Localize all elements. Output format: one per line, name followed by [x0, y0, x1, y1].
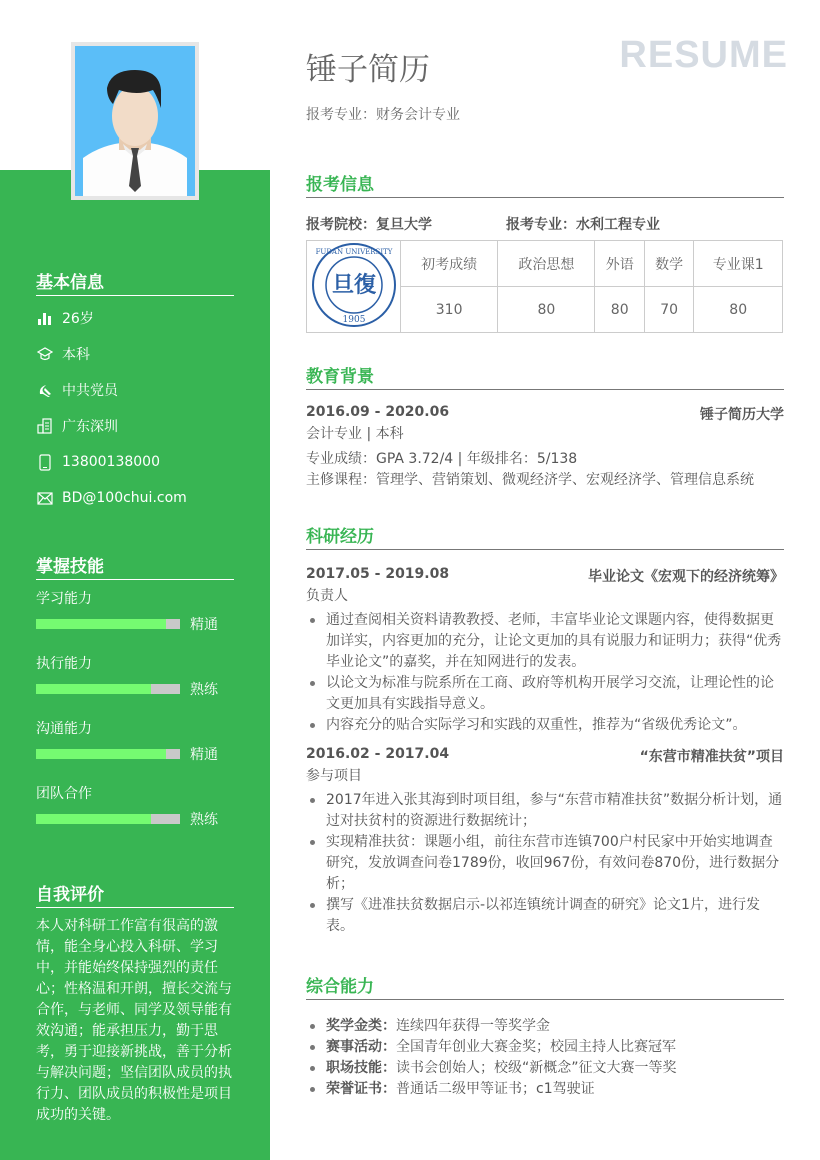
skill-item	[36, 588, 234, 643]
research-title: 科研经历	[306, 522, 784, 550]
abilities-list	[306, 1016, 784, 1100]
education-courses: 主修课程：管理学、营销策划、微观经济学、宏观经济学、管理信息系统	[306, 472, 754, 488]
education-degree: 会计专业 | 本科	[306, 426, 404, 442]
info-phone	[36, 444, 234, 480]
score-value: 80	[498, 287, 595, 333]
research-period: 2016.02 - 2017.04	[306, 746, 450, 762]
info-email	[36, 480, 234, 516]
research-project: “东营市精准扶贫”项目	[639, 749, 784, 765]
research-role: 参与项目	[306, 768, 362, 784]
mail-icon	[36, 489, 54, 507]
exam-title: 报考信息	[306, 170, 784, 198]
education-title: 教育背景	[306, 362, 784, 390]
education-section	[306, 362, 784, 491]
info-age-text: 26岁	[62, 311, 94, 327]
info-education-text: 本科	[62, 347, 90, 363]
bar-chart-icon	[36, 309, 54, 327]
score-value: 80	[694, 287, 783, 333]
skill-bar	[36, 619, 180, 629]
skill-name: 执行能力	[36, 656, 92, 672]
svg-text:旦復: 旦復	[331, 271, 376, 298]
self-evaluation-title: 自我评价	[36, 880, 234, 908]
skill-bar-fill	[36, 684, 151, 694]
resume-watermark: RESUME	[619, 34, 788, 76]
research-role: 负责人	[306, 588, 348, 604]
research-period: 2017.05 - 2019.08	[306, 566, 450, 582]
skill-bar-fill	[36, 814, 151, 824]
info-politics	[36, 372, 234, 408]
list-item: 奖学金类：连续四年获得一等奖学金	[306, 1016, 784, 1037]
skill-bar-fill	[36, 749, 166, 759]
list-item: 实现精准扶贫：课题小组，前往东营市连镇700户村民家中开始实地调查研究，发放调查问卷1789份，收回967份，有效问卷870份，进行数据分析；	[306, 832, 784, 895]
skill-bar	[36, 814, 180, 824]
skill-bar	[36, 684, 180, 694]
svg-text:FUDAN UNIVERSITY: FUDAN UNIVERSITY	[315, 247, 392, 256]
info-politics-text: 中共党员	[62, 383, 118, 399]
resume-name: 锤子简历	[306, 52, 430, 88]
education-school: 锤子简历大学	[700, 407, 784, 423]
list-item: 荣誉证书：普通话二级甲等证书；c1驾驶证	[306, 1079, 784, 1100]
basic-info-title: 基本信息	[36, 268, 234, 296]
abilities-section	[306, 972, 784, 1100]
score-header: 数学	[644, 241, 693, 287]
list-item: 内容充分的贴合实际学习和实践的双重性，推荐为“省级优秀论文”。	[306, 715, 784, 736]
research-bullets	[306, 790, 784, 937]
skill-level: 熟练	[190, 812, 218, 828]
profile-photo-frame	[71, 42, 199, 200]
skill-item	[36, 783, 234, 838]
self-evaluation-text: 本人对科研工作富有很高的激情，能全身心投入科研、学习中，并能始终保持强烈的责任心；性格温和开朗，擅长交流与合作，与老师、同学及领导能有效沟通；能承担压力，勤于思考，勇于迎接新挑战，善于分析与解决问题；坚信团队成员的执行力、团队成员的积极性是项目成功的关键。	[36, 918, 232, 1123]
education-gpa: 专业成绩：GPA 3.72/4 | 年级排名：5/138	[306, 451, 578, 467]
info-age	[36, 300, 234, 336]
apply-major: 报考专业：财务会计专业	[306, 107, 460, 123]
score-header: 外语	[595, 241, 644, 287]
list-item: 2017年进入张其海到时项目组，参与“东营市精准扶贫”数据分析计划，通过对扶贫村的资源进行数据统计；	[306, 790, 784, 832]
skill-level: 精通	[190, 747, 218, 763]
info-location	[36, 408, 234, 444]
skill-item	[36, 653, 234, 708]
skill-level: 熟练	[190, 682, 218, 698]
list-item: 职场技能：读书会创始人；校级“新概念”征文大赛一等奖	[306, 1058, 784, 1079]
research-bullets	[306, 610, 784, 736]
score-header: 政治思想	[498, 241, 595, 287]
exam-major: 报考专业：水利工程专业	[506, 217, 660, 233]
skill-level: 精通	[190, 617, 218, 633]
phone-icon	[36, 453, 54, 471]
info-education	[36, 336, 234, 372]
graduation-cap-icon	[36, 345, 54, 363]
building-icon	[36, 417, 54, 435]
svg-text:1905: 1905	[342, 314, 365, 325]
score-table	[306, 240, 783, 333]
skill-name: 团队合作	[36, 786, 92, 802]
basic-info-section	[36, 268, 234, 516]
info-email-text: BD@100chui.com	[62, 490, 187, 506]
info-location-text: 广东深圳	[62, 419, 118, 435]
party-emblem-icon	[36, 381, 54, 399]
score-value: 70	[644, 287, 693, 333]
research-project: 毕业论文《宏观下的经济统筹》	[588, 569, 784, 585]
exam-school: 报考院校：复旦大学	[306, 217, 432, 233]
self-evaluation-section	[36, 880, 234, 1126]
skill-bar-fill	[36, 619, 166, 629]
score-value: 80	[595, 287, 644, 333]
education-period: 2016.09 - 2020.06	[306, 404, 450, 420]
list-item: 撰写《进准扶贫数据启示-以祁连镇统计调查的研究》论文1片，进行发表。	[306, 895, 784, 937]
score-header: 初考成绩	[401, 241, 498, 287]
skills-section	[36, 552, 234, 838]
skill-bar	[36, 749, 180, 759]
score-header: 专业课1	[694, 241, 783, 287]
skill-item	[36, 718, 234, 773]
exam-section	[306, 170, 784, 333]
score-value: 310	[401, 287, 498, 333]
university-logo	[307, 241, 401, 333]
avatar	[75, 46, 195, 196]
info-phone-text: 13800138000	[62, 454, 160, 470]
skills-title: 掌握技能	[36, 552, 234, 580]
abilities-title: 综合能力	[306, 972, 784, 1000]
list-item: 赛事活动：全国青年创业大赛金奖；校园主持人比赛冠军	[306, 1037, 784, 1058]
list-item: 通过查阅相关资料请教教授、老师，丰富毕业论文课题内容，使得数据更加详实，内容更加的充分，让论文更加的具有说服力和证明力；获得“优秀毕业论文”的嘉奖，并在知网进行的发表。	[306, 610, 784, 673]
list-item: 以论文为标准与院系所在工商、政府等机构开展学习交流，让理论性的论文更加具有实践指导意义。	[306, 673, 784, 715]
skill-name: 学习能力	[36, 591, 92, 607]
skill-name: 沟通能力	[36, 721, 92, 737]
research-section	[306, 522, 784, 937]
